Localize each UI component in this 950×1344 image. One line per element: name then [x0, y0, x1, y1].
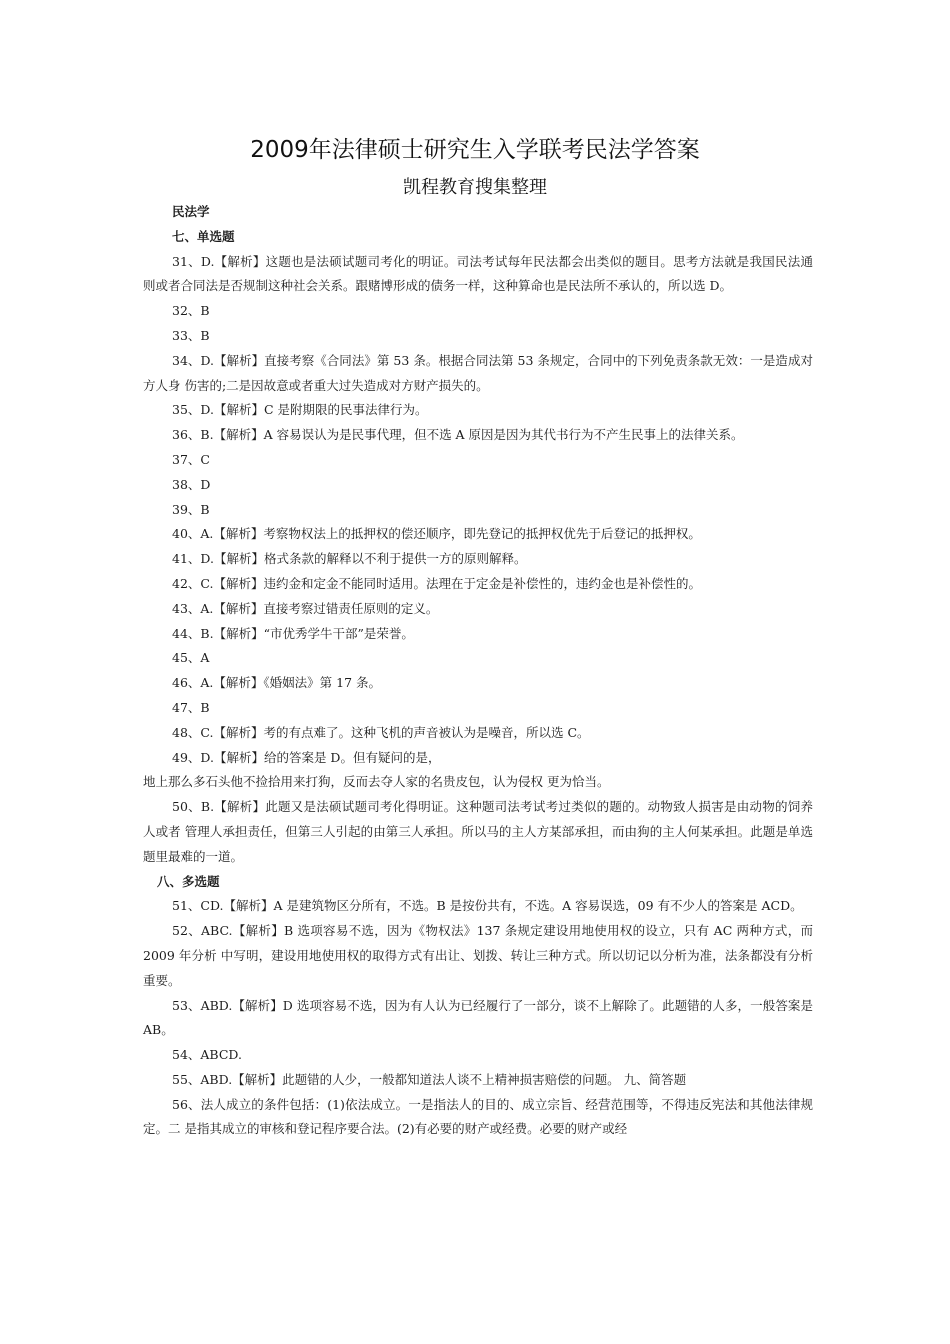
answer-48: 48、C.【解析】考的有点难了。这种飞机的声音被认为是噪音，所以选 C。 — [172, 724, 590, 740]
document-subtitle: 凯程教育搜集整理 — [403, 177, 547, 198]
answer-44: 44、B.【解析】“市优秀学牛干部”是荣誉。 — [172, 625, 414, 641]
answer-55: 55、ABD.【解析】此题错的人少，一般都知道法人谈不上精神损害赔偿的问题。 九、简答题 — [172, 1071, 687, 1087]
document-body — [143, 200, 813, 1142]
section-heading: 民法学 — [172, 204, 210, 219]
answer-53: 53、ABD.【解析】D 选项容易不选，因为有人认为已经履行了一部分，谈不上解除了。此题错的人多，一般答案是 AB。 — [143, 997, 813, 1038]
answer-36: 36、B.【解析】A 容易误认为是民事代理，但不选 A 原因是因为其代书行为不产生民事上的法律关系。 — [172, 427, 744, 443]
answer-52: 52、ABC.【解析】B 选项容易不选，因为《物权法》137 条规定建设用地使用权的设立，只有 AC 两种方式，而 2009 年分析 中写明，建设用地使用权的取得方式有出让、划拨、转让三种方式。所以切记以分析为准，法条都没有分析重要。 — [143, 923, 813, 988]
answer-50: 50、B.【解析】此题又是法硕试题司考化得明证。这种题司法考试考过类似的题的。动物致人损害是由动物的饲养人或者 管理人承担责任，但第三人引起的由第三人承担。所以马的主人方某部承担，而由狗的主人何某承担。此题是单选题里最难的一道。 — [143, 799, 813, 864]
answer-51: 51、CD.【解析】A 是建筑物区分所有，不选。B 是按份共有，不选。A 容易误选，09 有不少人的答案是 ACD。 — [172, 898, 803, 914]
answer-47: 47、B — [172, 699, 210, 715]
document-title: 2009年法律硕士研究生入学联考民法学答案 — [250, 137, 700, 163]
answer-40: 40、A.【解析】考察物权法上的抵押权的偿还顺序，即先登记的抵押权优先于后登记的抵押权。 — [172, 526, 701, 542]
answer-54: 54、ABCD. — [172, 1047, 242, 1063]
answer-56: 56、法人成立的条件包括：(1)依法成立。一是指法人的目的、成立宗旨、经营范围等，不得违反宪法和其他法律规定。二 是指其成立的审核和登记程序要合法。(2)有必要的财产或经费。必要的财产或经 — [143, 1096, 813, 1137]
answer-45: 45、A — [172, 650, 210, 666]
answer-41: 41、D.【解析】格式条款的解释以不利于提供一方的原则解释。 — [172, 551, 527, 567]
multi-choice-heading: 八、多选题 — [157, 873, 220, 889]
answer-33: 33、B — [172, 327, 210, 343]
answer-37: 37、C — [172, 451, 210, 467]
answer-43: 43、A.【解析】直接考察过错责任原则的定义。 — [172, 600, 439, 616]
answer-34: 34、D.【解析】直接考察《合同法》第 53 条。根据合同法第 53 条规定，合同中的下列免责条款无效：一是造成对方人身 伤害的;二是因故意或者重大过失造成对方财产损失的。 — [143, 352, 813, 393]
answer-39: 39、B — [172, 501, 210, 517]
answer-46: 46、A.【解析】《婚姻法》第 17 条。 — [172, 675, 382, 691]
answer-31: 31、D.【解析】这题也是法硕试题司考化的明证。司法考试每年民法都会出类似的题目。思考方法就是我国民法通则或者合同法是否规制这种社会关系。跟赌博形成的债务一样，这种算命也是民法所不承认的，所以选 D。 — [143, 253, 813, 294]
answer-49-continued: 地上那么多石头他不捡拾用来打狗，反而去夺人家的名贵皮包，认为侵权 更为恰当。 — [143, 774, 610, 790]
answer-49: 49、D.【解析】给的答案是 D。但有疑问的是， — [172, 749, 441, 765]
answer-32: 32、B — [172, 303, 210, 319]
answer-35: 35、D.【解析】C 是附期限的民事法律行为。 — [172, 402, 428, 418]
answer-42: 42、C.【解析】违约金和定金不能同时适用。法理在于定金是补偿性的，违约金也是补偿性的。 — [172, 575, 701, 591]
single-choice-heading: 七、单选题 — [172, 228, 235, 244]
answer-38: 38、D — [172, 476, 211, 492]
